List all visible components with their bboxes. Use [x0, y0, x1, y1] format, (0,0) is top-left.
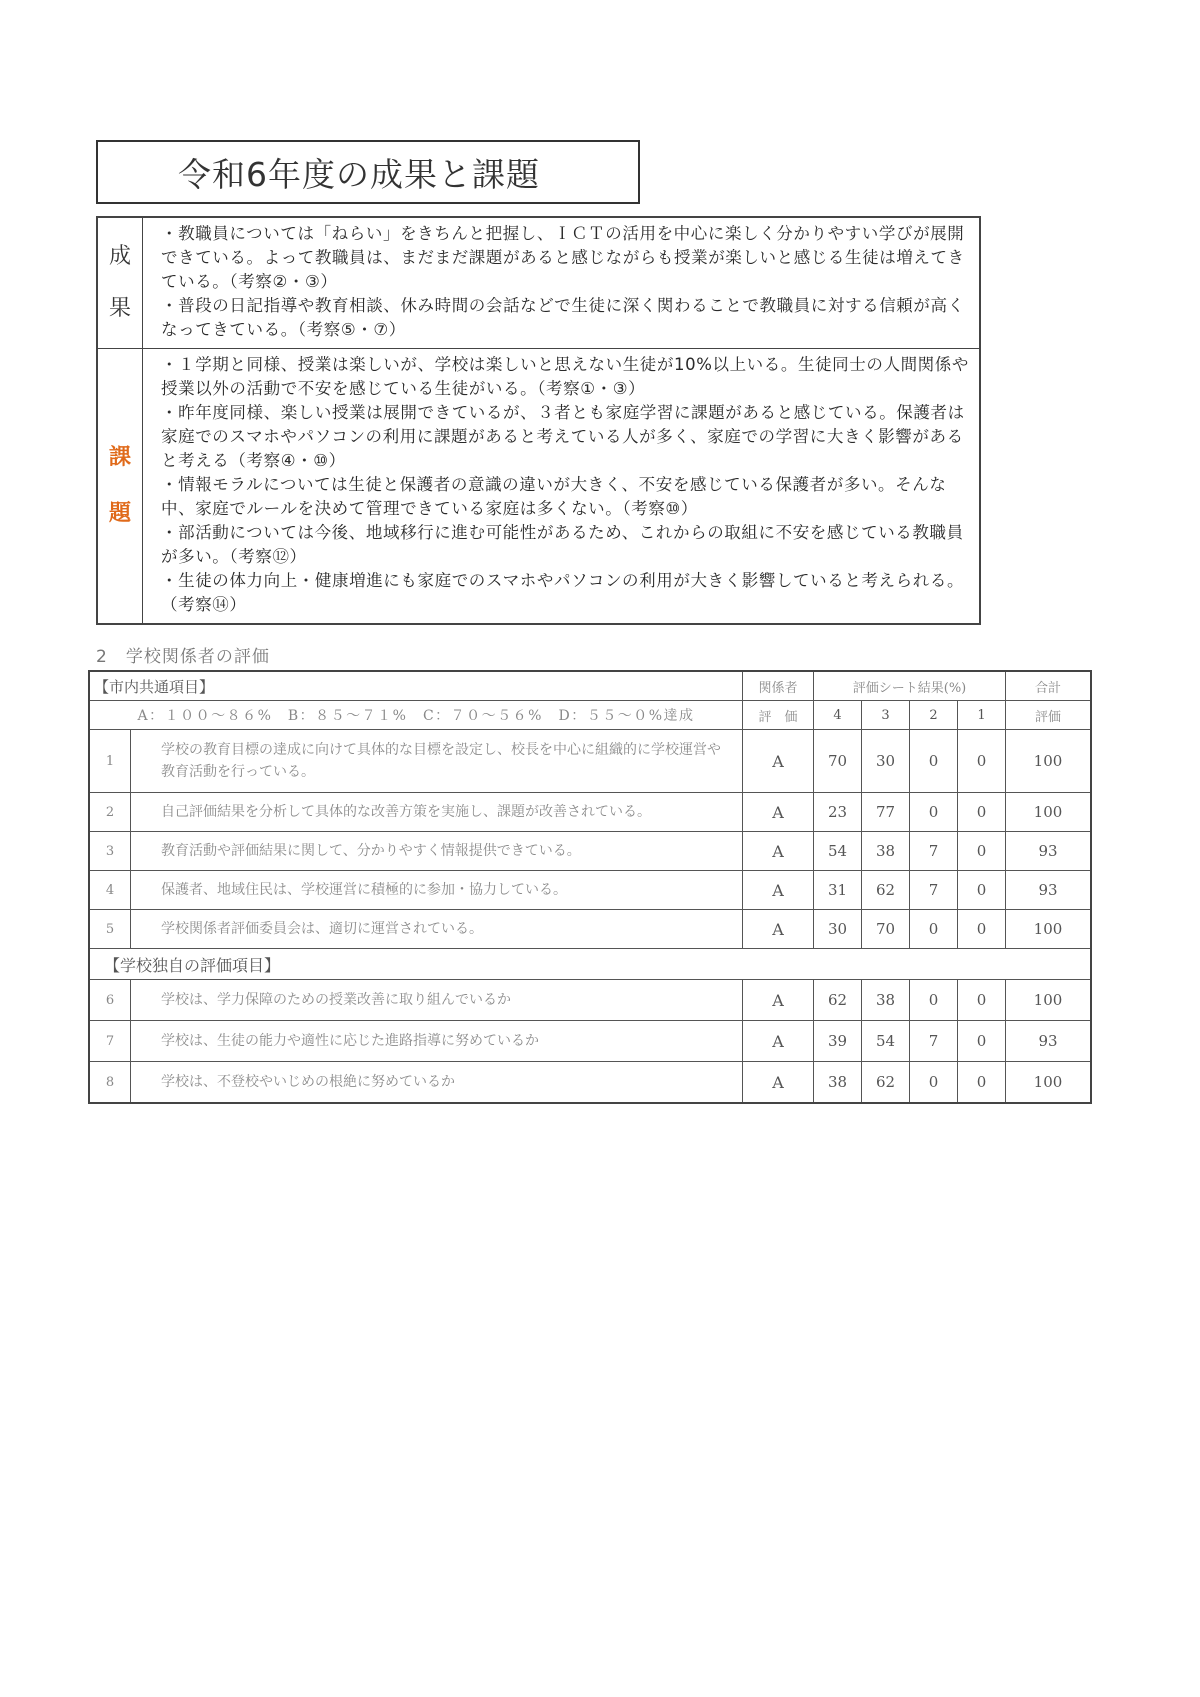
- row-value-3: 70: [862, 910, 910, 949]
- table-row: [89, 793, 1091, 832]
- row-value-1: 0: [958, 730, 1006, 793]
- row-grade: A: [743, 793, 814, 832]
- row-total: 100: [1006, 793, 1092, 832]
- issue-item: ・１学期と同様、授業は楽しいが、学校は楽しいと思えない生徒が10%以上いる。生徒同士の人間関係や授業以外の活動で不安を感じている生徒がいる。（考察①・③）: [161, 355, 969, 398]
- own-items-header-row: [89, 949, 1091, 980]
- outcomes-label-char: 成: [108, 244, 131, 269]
- total-header-bottom: 評価: [1006, 701, 1092, 730]
- row-value-2: 0: [910, 793, 958, 832]
- outcomes-text: [143, 218, 979, 348]
- issue-item: ・生徒の体力向上・健康増進にも家庭でのスマホやパソコンの利用が大きく影響していると考えられる。（考察⑭）: [161, 571, 965, 614]
- row-total: 100: [1006, 730, 1092, 793]
- row-value-3: 38: [862, 980, 910, 1021]
- row-value-1: 0: [958, 1062, 1006, 1104]
- row-item: 自己評価結果を分析して具体的な改善方策を実施し、課題が改善されている。: [131, 793, 743, 832]
- row-value-1: 0: [958, 832, 1006, 871]
- table-row: [89, 832, 1091, 871]
- row-item: 学校は、学力保障のための授業改善に取り組んでいるか: [131, 980, 743, 1021]
- row-value-3: 54: [862, 1021, 910, 1062]
- row-number: 4: [89, 871, 131, 910]
- row-item: 学校関係者評価委員会は、適切に運営されている。: [131, 910, 743, 949]
- row-value-4: 54: [814, 832, 862, 871]
- row-item: 学校の教育目標の達成に向けて具体的な目標を設定し、校長を中心に組織的に学校運営や教育活動を行っている。: [131, 730, 743, 793]
- level-header: 3: [862, 701, 910, 730]
- row-value-1: 0: [958, 910, 1006, 949]
- row-item: 教育活動や評価結果に関して、分かりやすく情報提供できている。: [131, 832, 743, 871]
- row-value-1: 0: [958, 1021, 1006, 1062]
- sheet-results-header: 評価シート結果(%): [814, 671, 1006, 701]
- row-value-2: 0: [910, 1062, 958, 1104]
- table-header-row: [89, 671, 1091, 701]
- level-header: 4: [814, 701, 862, 730]
- table-row: [89, 871, 1091, 910]
- row-value-3: 62: [862, 1062, 910, 1104]
- row-value-3: 62: [862, 871, 910, 910]
- table-row: [89, 730, 1091, 793]
- row-number: 6: [89, 980, 131, 1021]
- grade-header-top: 関係者: [743, 671, 814, 701]
- row-number: 5: [89, 910, 131, 949]
- table-row: [89, 910, 1091, 949]
- row-grade: A: [743, 730, 814, 793]
- row-total: 93: [1006, 832, 1092, 871]
- issue-item: ・情報モラルについては生徒と保護者の意識の違いが大きく、不安を感じている保護者が多い。そんな中、家庭でルールを決めて管理できている家庭は多くない。（考察⑩）: [161, 475, 947, 518]
- grade-header-bottom: 評 価: [743, 701, 814, 730]
- outcomes-label: [98, 218, 143, 348]
- outcome-item: ・普段の日記指導や教育相談、休み時間の会話などで生徒に深く関わることで教職員に対する信頼が高くなってきている。（考察⑤・⑦）: [161, 296, 965, 339]
- outcomes-issues-box: [96, 216, 981, 625]
- row-item: 保護者、地域住民は、学校運営に積極的に参加・協力している。: [131, 871, 743, 910]
- row-value-2: 0: [910, 910, 958, 949]
- issues-text: [143, 349, 979, 623]
- issues-label-char: 課: [108, 445, 131, 470]
- row-grade: A: [743, 910, 814, 949]
- table-row: [89, 980, 1091, 1021]
- row-value-2: 7: [910, 1021, 958, 1062]
- row-number: 2: [89, 793, 131, 832]
- row-grade: A: [743, 980, 814, 1021]
- row-number: 7: [89, 1021, 131, 1062]
- level-header: 2: [910, 701, 958, 730]
- outcome-item: ・教職員については「ねらい」をきちんと把握し、ＩＣＴの活用を中心に楽しく分かりやすい学びが展開できている。よって教職員は、まだまだ課題があると感じながらも授業が楽しいと感じる生徒は増えてきている。（考察②・③）: [161, 224, 965, 291]
- row-value-4: 62: [814, 980, 862, 1021]
- common-items-header: 【市内共通項目】: [89, 671, 743, 701]
- row-value-4: 38: [814, 1062, 862, 1104]
- section-heading: 2 学校関係者の評価: [96, 647, 270, 667]
- issues-label: [98, 349, 143, 623]
- row-value-3: 30: [862, 730, 910, 793]
- row-item: 学校は、生徒の能力や適性に応じた進路指導に努めているか: [131, 1021, 743, 1062]
- table-header-row: [89, 701, 1091, 730]
- row-value-4: 31: [814, 871, 862, 910]
- title-box: [96, 140, 640, 204]
- row-item: 学校は、不登校やいじめの根絶に努めているか: [131, 1062, 743, 1104]
- row-total: 93: [1006, 1021, 1092, 1062]
- row-grade: A: [743, 832, 814, 871]
- outcomes-label-char: 果: [108, 296, 131, 321]
- row-value-4: 30: [814, 910, 862, 949]
- row-value-3: 38: [862, 832, 910, 871]
- row-value-1: 0: [958, 980, 1006, 1021]
- row-value-2: 0: [910, 980, 958, 1021]
- total-header-top: 合計: [1006, 671, 1092, 701]
- row-grade: A: [743, 871, 814, 910]
- row-total: 100: [1006, 910, 1092, 949]
- row-grade: A: [743, 1062, 814, 1104]
- row-grade: A: [743, 1021, 814, 1062]
- own-items-header: 【学校独自の評価項目】: [89, 949, 1091, 980]
- outcomes-row: [98, 218, 979, 349]
- row-total: 100: [1006, 1062, 1092, 1104]
- issues-label-char: 題: [108, 501, 131, 526]
- row-number: 1: [89, 730, 131, 793]
- row-value-1: 0: [958, 793, 1006, 832]
- row-value-3: 77: [862, 793, 910, 832]
- issues-row: [98, 349, 979, 623]
- row-value-2: 0: [910, 730, 958, 793]
- table-row: [89, 1021, 1091, 1062]
- row-value-4: 70: [814, 730, 862, 793]
- row-value-4: 23: [814, 793, 862, 832]
- issue-item: ・部活動については今後、地域移行に進む可能性があるため、これからの取組に不安を感じている教職員が多い。（考察⑫）: [161, 523, 964, 566]
- row-total: 93: [1006, 871, 1092, 910]
- evaluation-table: [88, 670, 1092, 1104]
- issue-item: ・昨年度同様、楽しい授業は展開できているが、３者とも家庭学習に課題があると感じている。保護者は家庭でのスマホやパソコンの利用に課題があると考えている人が多く、家庭での学習に大きく影響があると考える（考察④・⑩）: [161, 403, 965, 470]
- row-value-2: 7: [910, 871, 958, 910]
- row-total: 100: [1006, 980, 1092, 1021]
- row-number: 8: [89, 1062, 131, 1104]
- row-value-1: 0: [958, 871, 1006, 910]
- page-title: 令和6年度の成果と課題: [178, 154, 540, 194]
- table-row: [89, 1062, 1091, 1104]
- grading-scale: A：１００～８６% B：８５～７１% C：７０～５６% D：５５～０%達成: [89, 701, 743, 730]
- row-value-2: 7: [910, 832, 958, 871]
- row-value-4: 39: [814, 1021, 862, 1062]
- level-header: 1: [958, 701, 1006, 730]
- row-number: 3: [89, 832, 131, 871]
